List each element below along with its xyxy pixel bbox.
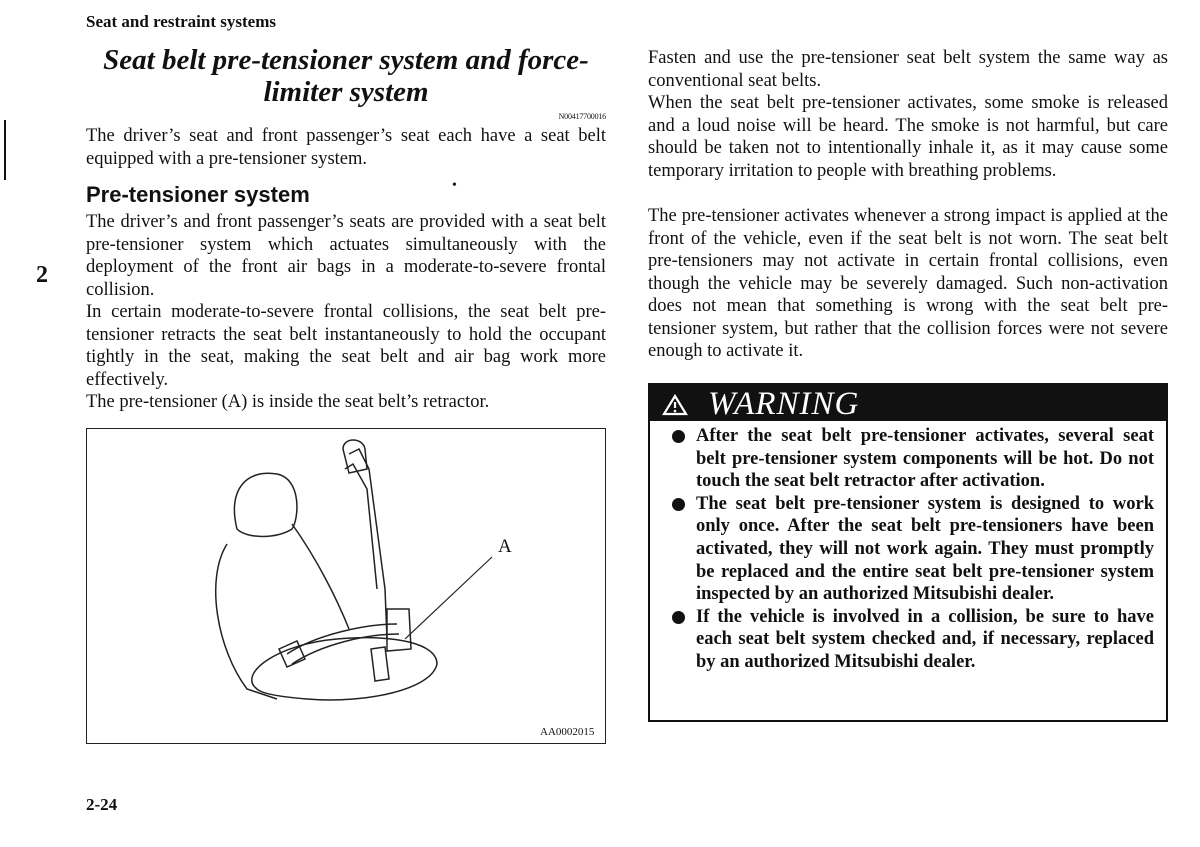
- pretensioner-paragraph-1: The driver’s and front passenger’s seats are provided with a seat belt pre-tensioner system which actuates simultaneously with the deployment of the front air bags in a moderate-to-severe frontal collision.: [86, 212, 606, 300]
- seat-illustration: [87, 429, 605, 743]
- chapter-tab: 2: [36, 262, 48, 288]
- retractor: [387, 609, 411, 651]
- stray-dot: •: [452, 178, 457, 193]
- pretensioner-heading: Pre-tensioner system: [86, 182, 310, 207]
- page-title: Seat belt pre-tensioner system and force-limiter system: [103, 44, 589, 108]
- warning-item-text: The seat belt pre-tensioner system is designed to work only once. After the seat belt pre-tensioners have been activated, they will not work again. They must promptly be replaced and the entire seat belt pre-tensioner system inspected by an authorized Mitsubishi dealer.: [696, 493, 1154, 605]
- warning-list: [672, 425, 1154, 674]
- section-header: Seat and restraint systems: [86, 12, 276, 31]
- seat-belt-figure: [86, 428, 606, 744]
- pretensioner-paragraph-3: The pre-tensioner (A) is inside the seat belt’s retractor.: [86, 392, 490, 412]
- figure-label-a: A: [498, 536, 512, 557]
- warning-item: [672, 493, 1154, 606]
- warning-title: WARNING: [708, 386, 860, 422]
- page-number: 2-24: [86, 795, 118, 814]
- title-code: N00417700016: [558, 112, 606, 121]
- buckle: [371, 647, 389, 681]
- pretensioner-paragraph-2: In certain moderate-to-severe frontal collisions, the seat belt pre-tensioner retracts the seat belt instantaneously to hold the occupant tightly in the seat, making the seat belt and air bag work more effectively.: [86, 302, 606, 390]
- right-paragraph-1: Fasten and use the pre-tensioner seat belt system the same way as conventional seat belts.: [648, 48, 1168, 91]
- warning-item: [672, 606, 1154, 674]
- warning-item-text: After the seat belt pre-tensioner activates, several seat belt pre-tensioner system components will be hot. Do not touch the seat belt retractor after activation.: [696, 426, 1154, 492]
- bullet-icon: [672, 498, 685, 511]
- intro-paragraph: The driver’s seat and front passenger’s seat each have a seat belt equipped with a pre-tensioner system.: [86, 126, 606, 169]
- shoulder-belt: [345, 449, 387, 639]
- headrest-outline: [234, 473, 297, 536]
- bullet-icon: [672, 430, 685, 443]
- warning-triangle-icon: [662, 394, 688, 416]
- warning-item-text: If the vehicle is involved in a collision, be sure to have each seat belt system checked and, if necessary, replaced by an authorized Mitsubishi dealer.: [696, 606, 1154, 672]
- warning-item: [672, 425, 1154, 493]
- figure-code: AA0002015: [540, 726, 595, 738]
- right-paragraph-2: When the seat belt pre-tensioner activates, some smoke is released and a loud noise will be heard. The smoke is not harmful, but care should be taken not to intentionally inhale it, as it may cause some temporary irritation to people with breathing problems.: [648, 93, 1168, 181]
- right-paragraph-3: The pre-tensioner activates whenever a strong impact is applied at the front of the vehicle, even if the seat belt is not worn. The seat belt pre-tensioners may not activate in certain frontal collisions, even though the vehicle may be severely damaged. Such non-activation does not mean that something is wrong with the seat belt pre-tensioner system, but rather that the collision forces were not severe enough to activate it.: [648, 206, 1168, 361]
- label-a-leader: [405, 557, 492, 639]
- warning-box: [648, 383, 1168, 722]
- seat-back-outline: [216, 524, 349, 699]
- margin-rule: [4, 120, 6, 180]
- bullet-icon: [672, 611, 685, 624]
- warning-header: [650, 385, 1166, 421]
- seat-cushion-outline: [252, 638, 437, 700]
